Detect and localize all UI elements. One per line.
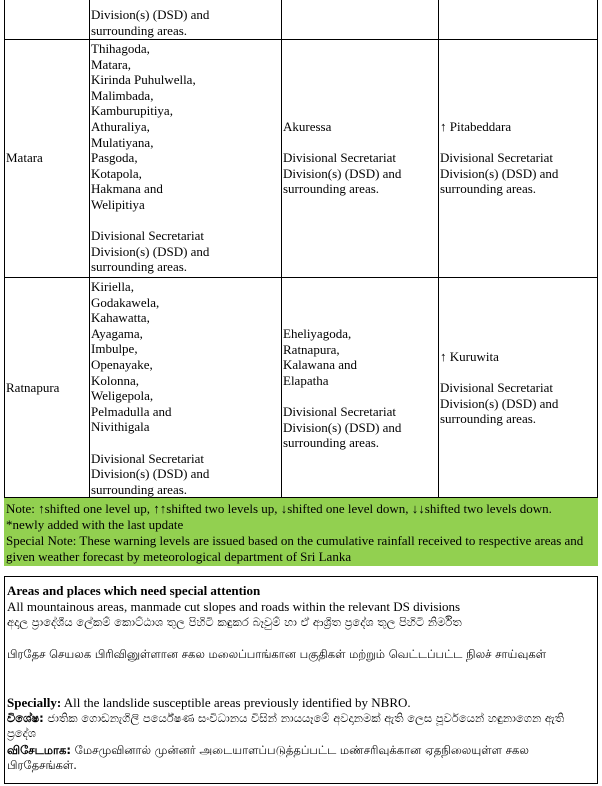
attention-box [4, 576, 598, 784]
table-border-left [4, 0, 5, 498]
attention-tamil: பிரதேச செயலக பிரிவினுள்ளான சகல மலைப்பாங்கான பகுதிகள் மற்றும் வெட்டப்பட்ட நிலச் சாய்வுகள் [7, 647, 547, 661]
specially-sinhala [7, 711, 595, 741]
matara-col2: Thihagoda, Matara, Kirinda Puhulwella, Malimbada, Kamburupitiya, Athuraliya, Mulatiyana, Pasgoda, Kotapola, Hakmana and Welipitiya Divisional Secretariat Division(s) (DSD) and surrounding areas. [91, 41, 210, 275]
matara-col3: Akuressa Divisional Secretariat Division(s) (DSD) and surrounding areas. [283, 119, 402, 197]
specially-english [7, 695, 595, 710]
row-divider-1 [4, 39, 598, 40]
ratnapura-col3: Eheliyagoda, Ratnapura, Kalawana and Elapatha Divisional Secretariat Division(s) (DSD) and surrounding areas. [283, 326, 402, 451]
specially-si-label: විශේෂ: [7, 711, 44, 725]
col-divider-1 [89, 0, 90, 498]
specially-ta-text: மேசமுவினால் முன்னர் அடையாளப்படுத்தப்பட்ட மண்சரிவுக்கான ஏதநிலையுள்ள சகல பிரதேசங்கள். [7, 743, 529, 772]
specially-si-text: ජාතික ගොඩනැගිලි පර්යේෂණ සංවිධානය විසින් නායයෑමේ අවදානමක් ඇති ලෙස පූර්වයෙන් හඳුනාගෙන ඇති ප්‍රදේශ [7, 711, 565, 740]
top-row-col2: Division(s) (DSD) and surrounding areas. [91, 7, 210, 38]
specially-label: Specially: [7, 695, 62, 710]
table-border-right [597, 0, 598, 498]
col-divider-3 [438, 0, 439, 498]
note-legend: Note: ↑shifted one level up, ↑↑shifted two levels up, ↓shifted one level down, ↓↓shifted two levels down. [6, 501, 552, 516]
specially-text: All the landslide susceptible areas previously identified by NBRO. [61, 695, 411, 710]
ratnapura-col2: Kiriella, Godakawela, Kahawatta, Ayagama, Imbulpe, Openayake, Kolonna, Weligepola, Pelmadulla and Nivithigala Divisional Secretariat Division(s) (DSD) and surrounding areas. [91, 279, 210, 497]
attention-english: All mountainous areas, manmade cut slopes and roads within the relevant DS divisions [7, 599, 461, 614]
ratnapura-col4: ↑ Kuruwita Divisional Secretariat Division(s) (DSD) and surrounding areas. [440, 349, 559, 427]
specially-ta-label: விசேடமாக: [7, 743, 71, 757]
attention-heading: Areas and places which need special attention [7, 583, 261, 598]
note-new-update: *newly added with the last update [6, 517, 184, 532]
district-ratnapura: Ratnapura [6, 380, 60, 395]
district-matara: Matara [6, 150, 43, 165]
note-special: Special Note: These warning levels are issued based on the cumulative rainfall received to respective areas and given weather forecast by meteorological department of Sri Lanka [6, 533, 584, 564]
note-box [4, 498, 598, 566]
attention-sinhala: අදාල ප්‍රාදේශීය ලේකම් කොට්ඨාශ තුල පිහිටි කඳුකර බෑවුම් හා ඒ ආශ්‍රිත ප්‍රදේශ තුල පිහිටි නිර්මිත [7, 615, 462, 629]
matara-col4: ↑ Pitabeddara Divisional Secretariat Division(s) (DSD) and surrounding areas. [440, 119, 559, 197]
row-divider-2 [4, 277, 598, 278]
col-divider-2 [281, 0, 282, 498]
specially-tamil [7, 743, 595, 773]
